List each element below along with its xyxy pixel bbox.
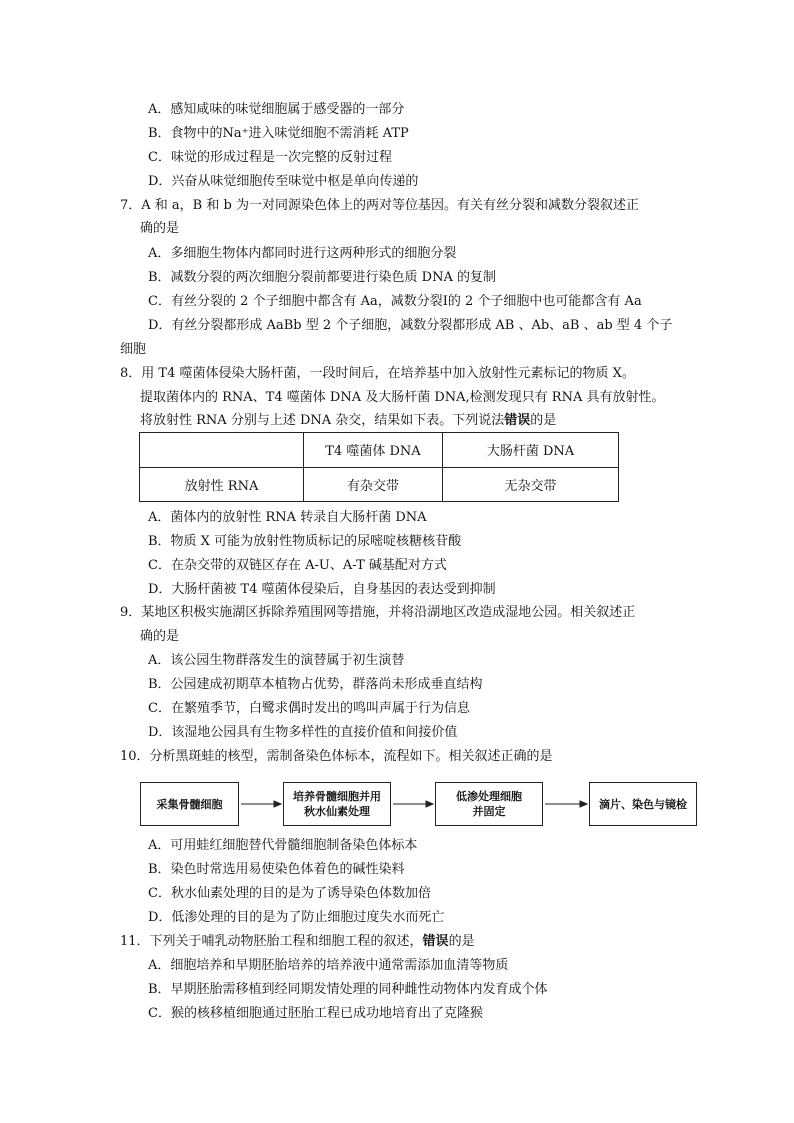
q8-option-b: B．物质 X 可能为放射性物质标记的尿嘧啶核糖核苷酸: [148, 534, 462, 549]
q6-option-c: C．味觉的形成过程是一次完整的反射过程: [148, 150, 392, 165]
q7-option-c: C．有丝分裂的 2 个子细胞中都含有 Aa，减数分裂Ⅰ的 2 个子细胞中也可能都含有 Aa: [148, 294, 642, 309]
emphasis-wrong: 错误: [422, 934, 449, 949]
q11-option-b: B．早期胚胎需移植到经同期发情处理的同种雌性动物体内发育成个体: [148, 982, 548, 997]
q10-option-a: A．可用蛙红细胞替代骨髓细胞制备染色体标本: [148, 838, 418, 853]
q10-stem: 10．分析黑斑蛙的核型，需制备染色体标本，流程如下。相关叙述正确的是: [120, 749, 553, 764]
q7-option-d-wrap: 细胞: [120, 342, 147, 357]
flow-step-2: 培养骨髓细胞并用 秋水仙素处理: [283, 782, 391, 826]
q7-option-a: A．多细胞生物体内都同时进行这两种形式的细胞分裂: [148, 246, 457, 261]
q8-stem: 8．用 T4 噬菌体侵染大肠杆菌，一段时间后，在培养基中加入放射性元素标记的物质 X。: [120, 366, 635, 381]
flow-step-1: 采集骨髓细胞: [140, 782, 239, 826]
q8-option-d: D．大肠杆菌被 T4 噬菌体侵染后，自身基因的表达受到抑制: [148, 582, 496, 597]
table-header-cell: T4 噬菌体 DNA: [304, 433, 443, 468]
q8-stem-cont2: 将放射性 RNA 分别与上述 DNA 杂交，结果如下表。下列说法错误的是: [140, 413, 557, 428]
q9-option-b: B．公园建成初期草本植物占优势，群落尚未形成垂直结构: [148, 677, 483, 692]
table-cell: 放射性 RNA: [140, 467, 304, 502]
q7-stem-cont: 确的是: [140, 221, 180, 236]
q9-option-a: A．该公园生物群落发生的演替属于初生演替: [148, 653, 405, 668]
q10-option-d: D．低渗处理的目的是为了防止细胞过度失水而死亡: [148, 910, 445, 925]
q9-option-c: C．在繁殖季节，白鹭求偶时发出的鸣叫声属于行为信息: [148, 701, 470, 716]
table-cell: 无杂交带: [443, 467, 619, 502]
q8-option-c: C．在杂交带的双链区存在 A-U、A-T 碱基配对方式: [148, 558, 447, 573]
q9-stem-cont: 确的是: [140, 629, 180, 644]
q6-option-d: D．兴奋从味觉细胞传至味觉中枢是单向传递的: [148, 174, 419, 189]
q6-option-b: B．食物中的Na⁺进入味觉细胞不需消耗 ATP: [148, 126, 409, 141]
q8-option-a: A．菌体内的放射性 RNA 转录自大肠杆菌 DNA: [148, 510, 427, 525]
q10-option-b: B．染色时常选用易使染色体着色的碱性染料: [148, 862, 405, 877]
q9-stem: 9．某地区积极实施湖区拆除养殖围网等措施，并将沿湖地区改造成湿地公园。相关叙述正: [120, 605, 636, 620]
q7-option-d: D．有丝分裂都形成 AaBb 型 2 个子细胞，减数分裂都形成 AB 、Ab、aB 、ab 型 4 个子: [148, 318, 673, 333]
emphasis-wrong: 错误: [504, 413, 531, 428]
table-cell: 有杂交带: [304, 467, 443, 502]
q7-option-b: B．减数分裂的两次细胞分裂前都要进行染色质 DNA 的复制: [148, 270, 497, 285]
q11-option-a: A．细胞培养和早期胚胎培养的培养液中通常需添加血清等物质: [148, 958, 509, 973]
q11-stem: 11．下列关于哺乳动物胚胎工程和细胞工程的叙述，错误的是: [120, 934, 475, 949]
q10-option-c: C．秋水仙素处理的目的是为了诱导染色体数加倍: [148, 886, 431, 901]
q11-option-c: C．猴的核移植细胞通过胚胎工程已成功地培育出了克隆猴: [148, 1006, 483, 1021]
q6-option-a: A．感知咸味的味觉细胞属于感受器的一部分: [148, 102, 405, 117]
q7-stem: 7．A 和 a，B 和 b 为一对同源染色体上的两对等位基因。有关有丝分裂和减数分裂叙述正: [120, 198, 639, 213]
q8-stem-cont1: 提取菌体内的 RNA、T4 噬菌体 DNA 及大肠杆菌 DNA,检测发现只有 RNA 具有放射性。: [140, 390, 665, 405]
q9-option-d: D．该湿地公园具有生物多样性的直接价值和间接价值: [148, 725, 458, 740]
flow-step-4: 滴片、染色与镜检: [589, 782, 697, 826]
flow-step-3: 低渗处理细胞 并固定: [435, 782, 543, 826]
table-header-cell: 大肠杆菌 DNA: [443, 433, 619, 468]
